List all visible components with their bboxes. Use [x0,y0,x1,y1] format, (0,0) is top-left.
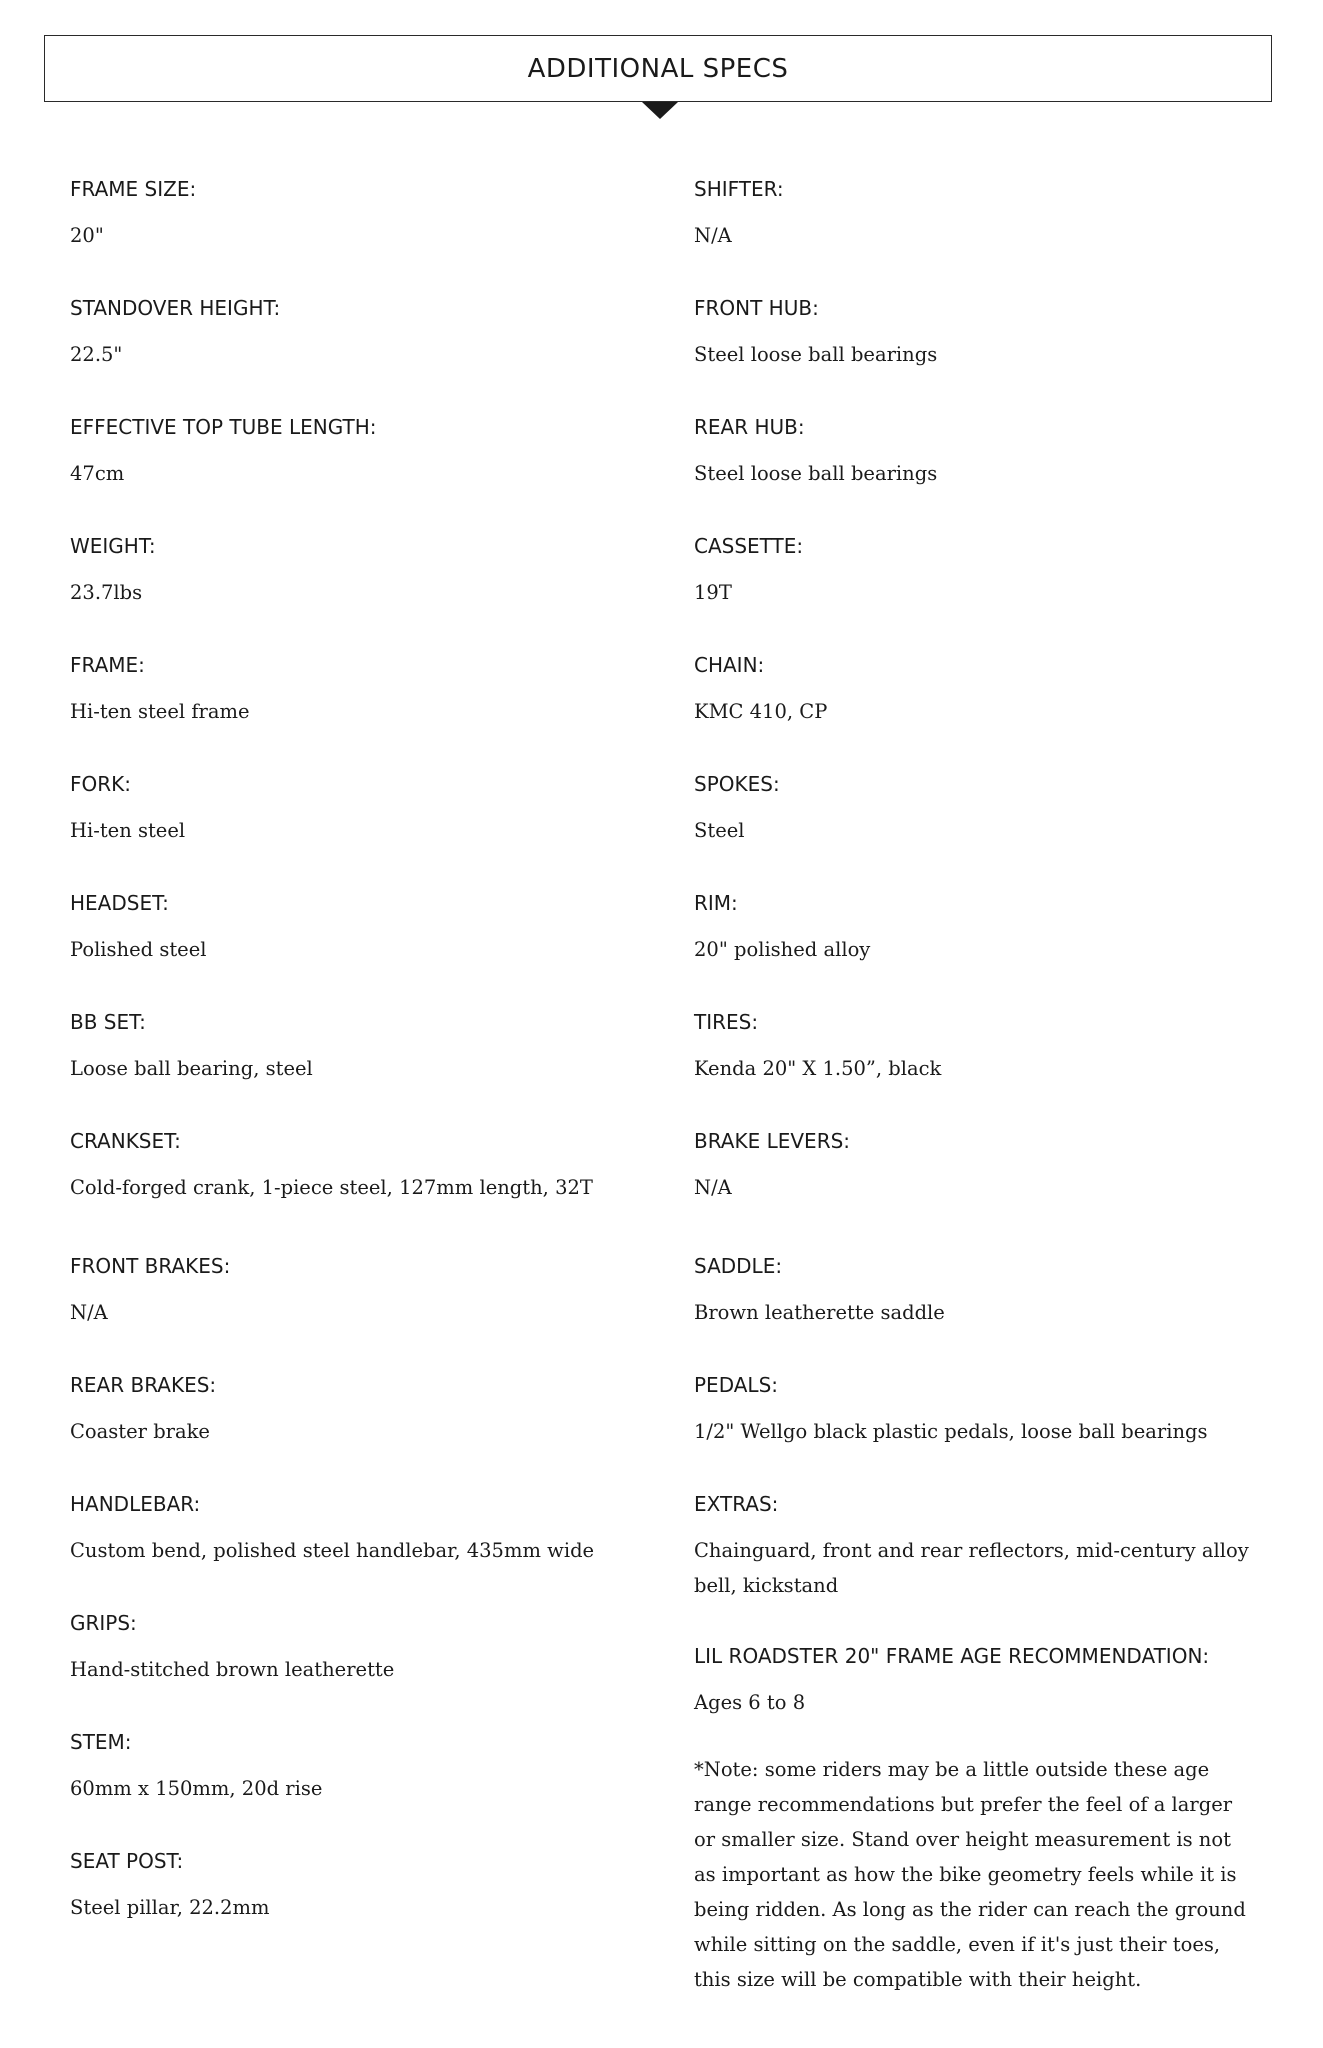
spec-label: REAR BRAKES: [70,1373,217,1397]
spec-label: FRAME SIZE: [70,177,197,201]
spec-rear-brakes [70,1372,630,1449]
spec-value: Custom bend, polished steel handlebar, 435mm wide [70,1539,595,1562]
spec-value: N/A [70,1301,108,1324]
spec-label: HEADSET: [70,891,169,915]
spec-label: SEAT POST: [70,1849,184,1873]
spec-fork [70,771,630,848]
spec-value: Kenda 20" X 1.50”, black [694,1057,942,1080]
spec-stem [70,1729,630,1806]
spec-value: N/A [694,224,732,247]
spec-label: CHAIN: [694,653,765,677]
spec-value: Hand-stitched brown leatherette [70,1658,395,1681]
spec-age-recommendation [694,1643,1274,1720]
spec-value: Cold-forged crank, 1-piece steel, 127mm length, 32T [70,1176,593,1199]
spec-value: Ages 6 to 8 [694,1691,806,1714]
spec-label: RIM: [694,891,738,915]
spec-seat-post [70,1848,630,1925]
spec-value: 20" polished alloy [694,938,871,961]
spec-label: REAR HUB: [694,415,805,439]
spec-value: 23.7lbs [70,581,143,604]
spec-label: STANDOVER HEIGHT: [70,296,281,320]
spec-value: Brown leatherette saddle [694,1301,945,1324]
spec-value: 20" [70,224,104,247]
spec-value: Chainguard, front and rear reflectors, mid-century alloy bell, kickstand [694,1539,1249,1597]
spec-label: GRIPS: [70,1611,137,1635]
spec-label: BRAKE LEVERS: [694,1129,851,1153]
spec-label: HANDLEBAR: [70,1492,201,1516]
spec-label: FRAME: [70,653,145,677]
spec-extras [694,1491,1274,1603]
spec-label: CASSETTE: [694,534,804,558]
spec-front-hub [694,295,1274,372]
spec-label: SPOKES: [694,772,780,796]
spec-label: WEIGHT: [70,534,156,558]
spec-shifter [694,176,1274,253]
spec-value: Hi-ten steel frame [70,700,250,723]
spec-value: Polished steel [70,938,207,961]
spec-weight [70,533,630,610]
age-range-note: *Note: some riders may be a little outside these age range recommendations but prefer the feel of a larger or smaller size. Stand over height measurement is not as important as how the bike geometry feels while it is being ridden. As long as the rider can reach the ground while sitting on the saddle, even if it's just their toes, this size will be compatible with their height. [694,1758,1246,1991]
spec-label: EXTRAS: [694,1492,779,1516]
spec-grips [70,1610,630,1687]
spec-value: 1/2" Wellgo black plastic pedals, loose ball bearings [694,1420,1208,1443]
spec-value: Steel loose ball bearings [694,462,938,485]
spec-value: 60mm x 150mm, 20d rise [70,1777,323,1800]
spec-value: Hi-ten steel [70,819,186,842]
spec-label: FRONT HUB: [694,296,819,320]
spec-value: Loose ball bearing, steel [70,1057,313,1080]
spec-headset [70,890,630,967]
spec-value: 22.5" [70,343,123,366]
spec-label: BB SET: [70,1010,146,1034]
header-title: ADDITIONAL SPECS [527,53,789,84]
spec-value: Steel pillar, 22.2mm [70,1896,270,1919]
spec-saddle [694,1253,1274,1330]
spec-value: Coaster brake [70,1420,210,1443]
additional-specs-header[interactable] [44,35,1272,102]
spec-label: LIL ROADSTER 20" FRAME AGE RECOMMENDATION: [694,1644,1210,1668]
spec-spokes [694,771,1274,848]
spec-cassette [694,533,1274,610]
spec-chain [694,652,1274,729]
spec-effective-top-tube-length [70,414,630,491]
spec-front-brakes [70,1253,630,1330]
spec-rim [694,890,1274,967]
spec-bb-set [70,1009,630,1086]
spec-frame [70,652,630,729]
spec-rear-hub [694,414,1274,491]
spec-label: TIRES: [694,1010,759,1034]
spec-label: STEM: [70,1730,132,1754]
spec-label: SHIFTER: [694,177,784,201]
spec-label: SADDLE: [694,1254,783,1278]
spec-value: KMC 410, CP [694,700,828,723]
caret-down-icon [642,102,678,119]
spec-value: 47cm [70,462,125,485]
spec-label: EFFECTIVE TOP TUBE LENGTH: [70,415,377,439]
spec-label: FRONT BRAKES: [70,1254,231,1278]
spec-pedals [694,1372,1274,1449]
spec-value: Steel [694,819,745,842]
spec-value: 19T [694,581,732,604]
spec-label: PEDALS: [694,1373,779,1397]
spec-value: Steel loose ball bearings [694,343,938,366]
spec-frame-size [70,176,630,253]
spec-label: FORK: [70,772,131,796]
spec-handlebar [70,1491,630,1568]
spec-value: N/A [694,1176,732,1199]
spec-tires [694,1009,1274,1086]
spec-brake-levers [694,1128,1274,1205]
spec-crankset [70,1128,630,1205]
spec-standover-height [70,295,630,372]
spec-label: CRANKSET: [70,1129,181,1153]
